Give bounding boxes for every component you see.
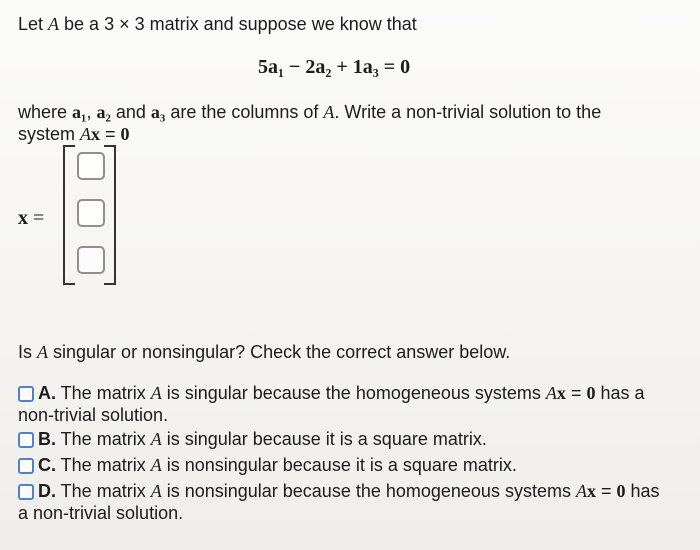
option-d-line-2[interactable]: a non-trivial solution. — [18, 503, 184, 523]
option-a-part2: is singular because the homogeneous systems — [161, 383, 546, 403]
option-b-A-symbol: A — [150, 429, 162, 449]
option-d-Ax-A-symbol: A — [575, 481, 587, 501]
system-zero-symbol: 0 — [120, 124, 130, 144]
option-d-line-1[interactable] — [38, 480, 660, 502]
system-A-symbol: A — [80, 124, 92, 144]
option-a-equals: = — [565, 383, 587, 403]
option-a-letter: A. — [38, 383, 56, 403]
columns-part1: where — [18, 102, 73, 122]
option-a-line-2[interactable]: non-trivial solution. — [18, 405, 169, 425]
option-b-part1: The matrix — [56, 429, 151, 449]
option-d-x-symbol: x — [586, 481, 596, 501]
system-statement — [18, 123, 130, 145]
vector-x-label — [18, 206, 44, 230]
option-d-part4: has — [625, 481, 660, 501]
option-d-part1: The matrix — [56, 481, 151, 501]
option-d-letter: D. — [38, 481, 56, 501]
option-c-checkbox[interactable] — [18, 458, 34, 474]
option-a-line-1[interactable] — [38, 382, 644, 404]
option-b-text[interactable] — [38, 428, 487, 450]
option-b-part2: is singular because it is a square matrix. — [161, 429, 487, 449]
option-a-part4: has a — [595, 383, 645, 403]
option-a-A-symbol: A — [150, 383, 162, 403]
intro-part2: be a 3 × 3 matrix and suppose we know that — [59, 14, 417, 34]
matrix-A-symbol-2: A — [323, 102, 335, 122]
columns-statement — [18, 101, 601, 123]
vector-input-3[interactable] — [77, 246, 105, 274]
system-part1: system — [18, 124, 81, 144]
option-c-A-symbol: A — [150, 455, 162, 475]
option-a-x-symbol: x — [556, 383, 566, 403]
columns-part4: . Write a non-trivial solution to the — [334, 102, 602, 122]
option-a-checkbox[interactable] — [18, 386, 34, 402]
columns-part2: and — [110, 102, 151, 122]
linear-dependence-equation: 5a₁ − 2a₂ + 1a₃ = 0 — [258, 56, 411, 78]
singularity-part1: Is — [18, 342, 38, 362]
vector-input-2[interactable] — [77, 199, 105, 227]
option-d-part2: is nonsingular because the homogeneous systems — [161, 481, 576, 501]
option-b-letter: B. — [38, 429, 56, 449]
vector-x-symbol: x — [18, 207, 28, 229]
option-c-part1: The matrix — [56, 455, 151, 475]
vector-right-bracket — [104, 145, 116, 285]
option-a-Ax-A-symbol: A — [545, 383, 557, 403]
singularity-part2: singular or nonsingular? Check the correct answer below. — [48, 342, 511, 362]
option-d-zero-symbol: 0 — [616, 481, 626, 501]
option-c-part2: is nonsingular because it is a square matrix. — [161, 455, 517, 475]
intro-text — [18, 13, 417, 35]
a1-symbol: a₁ — [72, 102, 87, 122]
system-x-symbol: x — [91, 124, 101, 144]
singularity-question — [18, 341, 510, 363]
option-c-text[interactable] — [38, 454, 517, 476]
option-d-checkbox[interactable] — [18, 484, 34, 500]
option-b-checkbox[interactable] — [18, 432, 34, 448]
option-a-part1: The matrix — [56, 383, 151, 403]
option-d-equals: = — [595, 481, 617, 501]
system-equals: = — [100, 124, 121, 144]
option-a-zero-symbol: 0 — [586, 383, 596, 403]
a2-symbol: a₂ — [96, 102, 111, 122]
option-d-A-symbol: A — [150, 481, 162, 501]
intro-part1: Let — [18, 14, 49, 34]
option-c-letter: C. — [38, 455, 56, 475]
a3-symbol: a₃ — [150, 102, 166, 122]
columns-part3: are the columns of — [165, 102, 324, 122]
vector-equals: = — [28, 207, 45, 229]
columns-sep1: , — [86, 102, 97, 122]
matrix-A-symbol: A — [48, 14, 60, 34]
singularity-A-symbol: A — [37, 342, 49, 362]
vector-input-1[interactable] — [77, 152, 105, 180]
vector-left-bracket — [63, 145, 75, 285]
